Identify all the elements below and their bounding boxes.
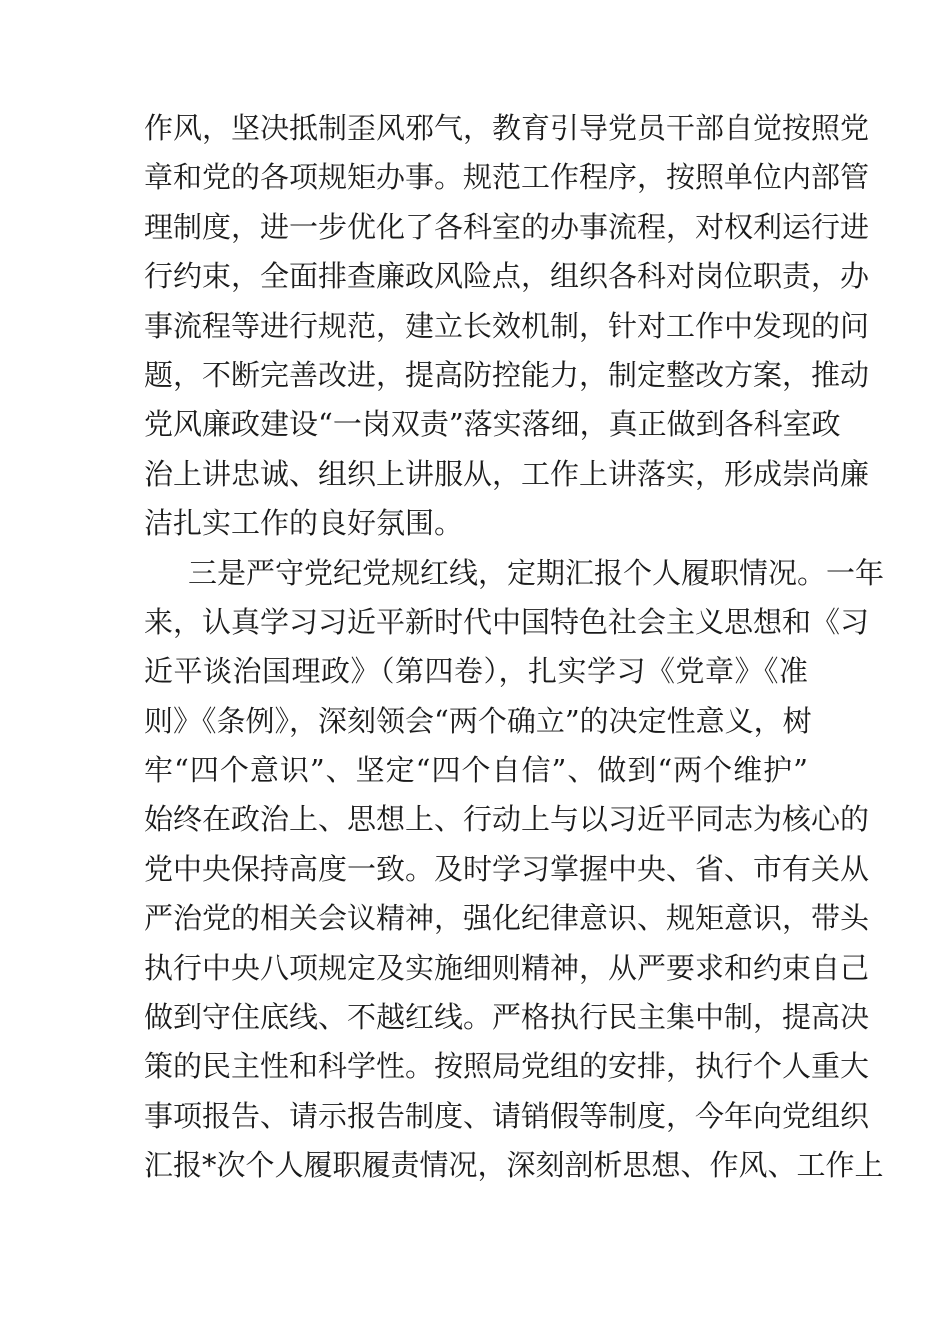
paragraph-line: 近平谈治国理政》（第四卷），扎实学习《党章》《准 (144, 654, 808, 689)
paragraph-line: 汇报*次个人履职履责情况，深刻剖析思想、作风、工作上 (144, 1148, 884, 1183)
paragraph-line: 作风，坚决抵制歪风邪气，教育引导党员干部自觉按照党 (144, 111, 870, 145)
paragraph-line: 题，不断完善改进，提高防控能力，制定整改方案，推动 (144, 357, 870, 392)
paragraph-line: 则》《条例》，深刻领会“两个确立”的决定性意义，树 (144, 703, 812, 738)
paragraph-line: 事流程等进行规范，建立长效机制，针对工作中发现的问 (144, 308, 870, 343)
paragraph-line: 三是严守党纪党规红线，定期汇报个人履职情况。一年 (188, 555, 885, 590)
paragraph-line: 执行中央八项规定及实施细则精神，从严要求和约束自己 (144, 950, 870, 985)
paragraph-line: 洁扎实工作的良好氛围。 (144, 506, 464, 541)
paragraph-line: 理制度，进一步优化了各科室的办事流程，对权利运行进 (144, 209, 870, 244)
paragraph-line: 来，认真学习习近平新时代中国特色社会主义思想和《习 (144, 604, 870, 639)
paragraph-line: 牢“四个意识”、坚定“四个自信”、做到“两个维护” (144, 753, 808, 788)
paragraph-line: 行约束，全面排查廉政风险点，组织各科对岗位职责，办 (144, 259, 870, 294)
paragraph-line: 严治党的相关会议精神，强化纪律意识、规矩意识，带头 (144, 901, 870, 936)
paragraph-2 (144, 549, 885, 1191)
paragraph-line: 章和党的各项规矩办事。规范工作程序，按照单位内部管 (144, 160, 870, 195)
paragraph-1 (144, 104, 870, 549)
paragraph-line: 做到守住底线、不越红线。严格执行民主集中制，提高决 (144, 1000, 870, 1035)
paragraph-line: 始终在政治上、思想上、行动上与以习近平同志为核心的 (144, 802, 870, 837)
paragraph-line: 党风廉政建设“一岗双责”落实落细，真正做到各科室政 (144, 407, 841, 442)
paragraph-line: 治上讲忠诚、组织上讲服从，工作上讲落实，形成崇尚廉 (144, 456, 870, 491)
paragraph-line: 党中央保持高度一致。及时学习掌握中央、省、市有关从 (144, 851, 870, 886)
paragraph-line: 事项报告、请示报告制度、请销假等制度，今年向党组织 (144, 1098, 870, 1133)
paragraph-line: 策的民主性和科学性。按照局党组的安排，执行个人重大 (144, 1049, 870, 1084)
document-body (144, 104, 885, 1191)
